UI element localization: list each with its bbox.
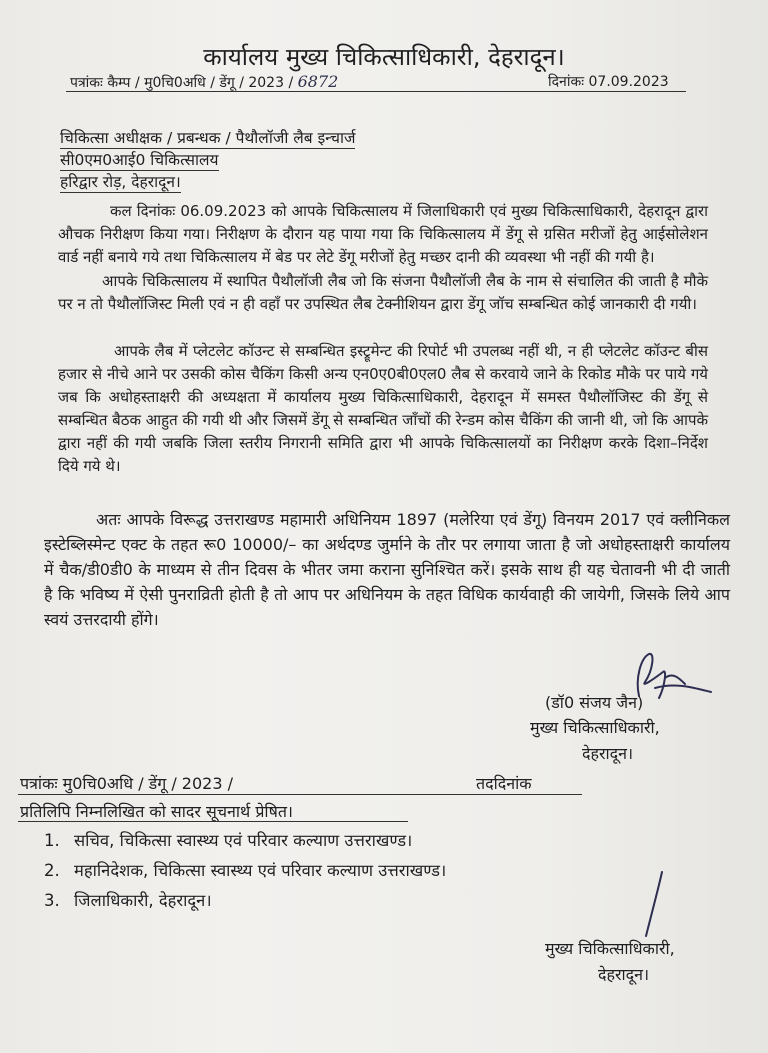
- copy-intro-underline: [18, 821, 408, 822]
- date-label: दिनांकः: [548, 74, 585, 90]
- date-value: 07.09.2023: [588, 74, 669, 90]
- copy-signature-mark: [640, 870, 670, 940]
- date-line: [548, 72, 669, 91]
- copy-recipient-item: 3. जिलाधिकारी, देहरादून।: [44, 891, 212, 910]
- paragraph-pathology-lab: आपके चिकित्सालय में स्थापित पैथौलॉजी लैब जो कि संजना पैथौलॉजी लैब के नाम से संचालित की जाती है मौके पर न तो पैथौलॉजिस्ट मिली एवं न ही वहाँ पर उपस्थित लैब टेक्नीशियन द्वारा डेंगू जॉच सम्बन्धित कोई जानकारी दी गयी।: [58, 272, 708, 313]
- recipient-line-1: चिकित्सा अधीक्षक / प्रबन्धक / पैथौलॉजी लैब इन्चार्ज: [60, 129, 356, 147]
- copy-recipient-item: 1. सचिव, चिकित्सा स्वास्थ्य एवं परिवार कल्याण उत्तराखण्ड।: [44, 831, 413, 850]
- recipient-line-2: सी0एम0आई0 चिकित्सालय: [60, 151, 219, 169]
- paragraph-penalty: अतः आपके विरूद्ध उत्तराखण्ड महामारी अधिनियम 1897 (मलेरिया एवं डेंगू) विनयम 2017 एवं क्लीनिकल इस्टेब्लिस्मेन्ट एक्ट के तहत रू0 10000/– का अर्थदण्ड जुर्माने के तौर पर लगाया जाता है जो अधोहस्ताक्षरी कार्यालय में चैक/डी0डी0 के माध्यम से तीन दिवस के भीतर जमा कराना सुनिश्चित करें। इसके साथ ही यह चेतावनी भी दी जाती है कि भविष्य में ऐसी पुनराव्रिती होती है तो आप पर अधिनियम के तहत विधिक कार्यवाही की जायेगी, जिसके लिये आप स्वयं उत्तरदायी होंगे।: [44, 510, 730, 629]
- reference-label: पत्रांकः कैम्प / मु0चि0अधि / डेंगू / 2023 /: [70, 75, 294, 91]
- copy-signatory-designation: मुख्य चिकित्साधिकारी,: [545, 939, 675, 958]
- copy-signatory-place: देहरादून।: [598, 965, 650, 984]
- reference-number: 6872: [297, 72, 339, 91]
- copy-reference-divider: [18, 794, 582, 795]
- header-divider: [66, 91, 686, 92]
- copy-recipient-item: 2. महानिदेशक, चिकित्सा स्वास्थ्य एवं परिवार कल्याण उत्तराखण्ड।: [44, 861, 447, 880]
- signatory-designation: मुख्य चिकित्साधिकारी,: [530, 718, 660, 737]
- office-title: कार्यालय मुख्य चिकित्साधिकारी, देहरादून।: [203, 43, 565, 71]
- reference-line: [70, 72, 338, 92]
- recipient-line-3: हरिद्वार रोड़, देहरादून।: [60, 173, 181, 191]
- copy-intro: प्रतिलिपि निम्नलिखित को सादर सूचनार्थ प्रेषित।: [20, 802, 293, 821]
- signatory-place: देहरादून।: [582, 744, 634, 763]
- paragraph-inspection: कल दिनांकः 06.09.2023 को आपके चिकित्सालय में जिलाधिकारी एवं मुख्य चिकित्साधिकारी, देहरादून द्वारा औचक निरीक्षण किया गया। निरीक्षण के दौरान यह पाया गया कि चिकित्सालय में डेंगू से ग्रसित मरीजों हेतु आईसोलेशन वार्ड नहीं बनाये गये तथा चिकित्सालय में बेड पर लेटे डेंगू मरीजों हेतु मच्छर दानी की व्यवस्था भी नहीं की गयी है।: [58, 202, 708, 266]
- paragraph-platelet-report: आपके लैब में प्लेटलेट कॉउन्ट से सम्बन्धित इस्ट्रूमेन्ट की रिपोर्ट भी उपलब्ध नहीं थी, न ही प्लेटलेट कॉउन्ट बीस हजार से नीचे आने पर उसकी कोस चैकिंग किसी अन्य एन0ए0बी0एल0 लैब से करवाये जाने के रिकोड मौके पर पाये गये जब कि अधोहस्ताक्षरी की अध्यक्षता में कार्यालय मुख्य चिकित्साधिकारी, देहरादून में समस्त पैथौलॉजिस्ट की डेंगू से सम्बन्धित बैठक आहुत की गयी थी और जिसमें डेंगू से सम्बन्धित जाँचों की रेन्डम कोस चैकिंग की जानी थी, जो कि आपके द्वारा नहीं की गयी जबकि जिला स्तरीय निगरानी समिति द्वारा भी आपके चिकित्सालयों का निरीक्षण करके दिशा–निर्देश दिये गये थे।: [58, 342, 708, 475]
- signatory-name: (डॉ0 संजय जैन): [545, 693, 644, 712]
- copy-date-label: तददिनांक: [476, 774, 532, 793]
- copy-reference-label: पत्रांकः मु0चि0अधि / डेंगू / 2023 /: [20, 774, 233, 793]
